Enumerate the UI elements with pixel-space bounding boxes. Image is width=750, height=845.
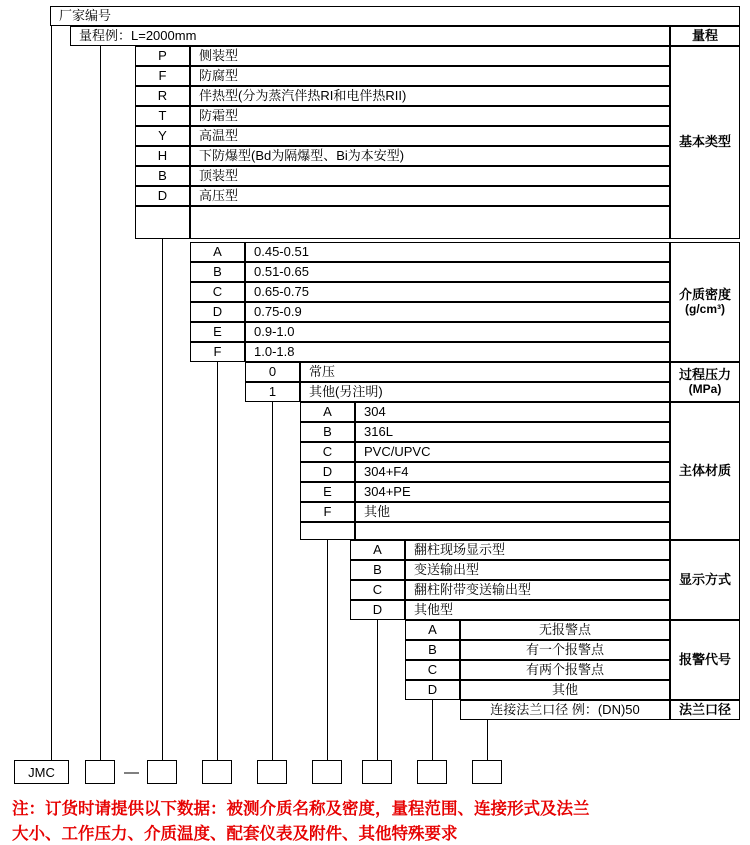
density-desc-1 — [245, 262, 670, 282]
code-text: R — [157, 87, 168, 103]
desc-text: 高压型 — [199, 187, 239, 203]
desc-text: 防霜型 — [199, 107, 239, 123]
alarm-code-3 — [405, 680, 460, 700]
desc-text: 0.65-0.75 — [254, 283, 309, 299]
display-code-2 — [350, 580, 405, 600]
desc-text: 伴热型(分为蒸汽伴热RI和电伴热RII) — [199, 87, 407, 103]
basic-type-desc-5 — [190, 146, 670, 166]
display-desc-1 — [405, 560, 670, 580]
density-code-5 — [190, 342, 245, 362]
density-code-1 — [190, 262, 245, 282]
pressure-desc-0 — [300, 362, 670, 382]
model-box-3 — [202, 760, 232, 784]
desc-text: 无报警点 — [538, 621, 591, 637]
code-text: B — [158, 167, 167, 183]
material-desc-4 — [355, 482, 670, 502]
code-text: C — [372, 581, 383, 597]
desc-text: 316L — [364, 423, 393, 439]
drop-line-range — [100, 46, 101, 760]
group-medium-density-unit: (g/cm³) — [685, 301, 725, 316]
group-body-material — [670, 402, 740, 540]
group-body-material-label: 主体材质 — [678, 462, 731, 478]
drop-line-display — [377, 620, 378, 760]
code-text: D — [427, 681, 438, 697]
desc-text: 304+PE — [364, 483, 411, 499]
display-code-3 — [350, 600, 405, 620]
desc-text: 0.51-0.65 — [254, 263, 309, 279]
group-alarm-code-label: 报警代号 — [678, 651, 731, 667]
alarm-desc-1 — [460, 640, 670, 660]
code-text: C — [212, 283, 223, 299]
desc-text: 高温型 — [199, 127, 239, 143]
desc-text: 有两个报警点 — [525, 661, 604, 677]
drop-line-basic-type — [162, 239, 163, 760]
desc-text: 0.75-0.9 — [254, 303, 302, 319]
display-desc-2 — [405, 580, 670, 600]
desc-text: 侧装型 — [199, 47, 239, 63]
desc-text: PVC/UPVC — [364, 443, 431, 459]
basic-type-code-5 — [135, 146, 190, 166]
code-text: D — [157, 187, 168, 203]
code-text: 0 — [268, 363, 277, 379]
range-example-row — [70, 26, 670, 46]
group-basic-type-label: 基本类型 — [678, 134, 731, 150]
basic-type-desc-6 — [190, 166, 670, 186]
code-text: D — [322, 463, 333, 479]
basic-type-code-6 — [135, 166, 190, 186]
desc-text: 翻柱现场显示型 — [414, 541, 506, 557]
model-box-1 — [85, 760, 115, 784]
code-text: H — [157, 147, 168, 163]
pressure-code-0 — [245, 362, 300, 382]
material-desc-3 — [355, 462, 670, 482]
group-process-pressure-label: 过程压力 — [678, 367, 731, 383]
material-code-3 — [300, 462, 355, 482]
code-text: E — [213, 323, 222, 339]
code-text: A — [213, 243, 222, 259]
density-code-2 — [190, 282, 245, 302]
code-text: P — [158, 47, 167, 63]
basic-type-desc-7 — [190, 186, 670, 206]
density-desc-0 — [245, 242, 670, 262]
basic-type-desc-2 — [190, 86, 670, 106]
basic-type-desc-3 — [190, 106, 670, 126]
material-filler-desc — [355, 522, 670, 540]
code-text: D — [212, 303, 223, 319]
group-process-pressure — [670, 362, 740, 402]
desc-text: 0.45-0.51 — [254, 243, 309, 259]
code-text: E — [323, 483, 332, 499]
model-box-4 — [257, 760, 287, 784]
code-text: B — [213, 263, 222, 279]
code-text: A — [428, 621, 437, 637]
desc-text: 有一个报警点 — [525, 641, 604, 657]
code-text: A — [373, 541, 382, 557]
code-text: D — [372, 601, 383, 617]
display-code-0 — [350, 540, 405, 560]
desc-text: 防腐型 — [199, 67, 239, 83]
basic-type-code-0 — [135, 46, 190, 66]
code-text: C — [427, 661, 438, 677]
density-desc-2 — [245, 282, 670, 302]
desc-text: 304+F4 — [364, 463, 409, 479]
code-text: F — [213, 343, 222, 359]
code-text: Y — [158, 127, 167, 143]
group-display-mode-label: 显示方式 — [678, 571, 731, 587]
desc-text: 其他 — [551, 681, 578, 697]
pressure-code-1 — [245, 382, 300, 402]
group-process-pressure-unit: (MPa) — [688, 381, 722, 396]
desc-text: 其他(另注明) — [309, 383, 383, 399]
desc-text: 0.9-1.0 — [254, 323, 295, 339]
density-desc-4 — [245, 322, 670, 342]
basic-type-code-7 — [135, 186, 190, 206]
desc-text: 翻柱附带变送输出型 — [414, 581, 532, 597]
desc-text: 其他型 — [414, 601, 454, 617]
density-code-4 — [190, 322, 245, 342]
basic-type-desc-1 — [190, 66, 670, 86]
material-desc-2 — [355, 442, 670, 462]
flange-desc — [460, 700, 670, 720]
desc-text: 连接法兰口径 例：(DN)50 — [490, 701, 640, 717]
drop-line-alarm — [432, 700, 433, 760]
model-prefix-label: JMC — [28, 764, 55, 780]
model-box-7 — [417, 760, 447, 784]
density-desc-3 — [245, 302, 670, 322]
desc-text: 下防爆型(Bd为隔爆型、Bi为本安型) — [199, 147, 405, 163]
drop-line-material — [327, 540, 328, 760]
alarm-desc-0 — [460, 620, 670, 640]
basic-type-desc-0 — [190, 46, 670, 66]
drop-line-flange — [487, 720, 488, 760]
material-desc-0 — [355, 402, 670, 422]
group-range-label: 量程 — [691, 27, 718, 43]
basic-type-filler-code — [135, 206, 190, 239]
group-alarm-code — [670, 620, 740, 700]
material-code-5 — [300, 502, 355, 522]
desc-text: 变送输出型 — [414, 561, 480, 577]
desc-text: 其他 — [364, 503, 391, 519]
basic-type-code-2 — [135, 86, 190, 106]
code-text: F — [323, 503, 332, 519]
code-text: B — [323, 423, 332, 439]
density-code-0 — [190, 242, 245, 262]
code-text: F — [158, 67, 167, 83]
group-medium-density — [670, 242, 740, 362]
density-desc-5 — [245, 342, 670, 362]
group-basic-type — [670, 46, 740, 239]
desc-text: 顶装型 — [199, 167, 239, 183]
alarm-desc-2 — [460, 660, 670, 680]
material-code-0 — [300, 402, 355, 422]
code-text: C — [322, 443, 333, 459]
range-example-label: 量程例：L=2000mm — [79, 27, 197, 43]
order-note-line2: 大小、工作压力、介质温度、配套仪表及附件、其他特殊要求 — [12, 825, 458, 843]
model-prefix-box — [14, 760, 69, 784]
alarm-desc-3 — [460, 680, 670, 700]
drop-line-manufacturer — [51, 26, 52, 760]
basic-type-code-1 — [135, 66, 190, 86]
desc-text: 304 — [364, 403, 386, 419]
order-note-line1: 注：订货时请提供以下数据：被测介质名称及密度，量程范围、连接形式及法兰 — [12, 800, 590, 818]
display-desc-3 — [405, 600, 670, 620]
model-box-8 — [472, 760, 502, 784]
material-code-2 — [300, 442, 355, 462]
material-desc-1 — [355, 422, 670, 442]
material-code-1 — [300, 422, 355, 442]
alarm-code-2 — [405, 660, 460, 680]
model-box-2 — [147, 760, 177, 784]
material-desc-5 — [355, 502, 670, 522]
display-desc-0 — [405, 540, 670, 560]
group-flange-diameter — [670, 700, 740, 720]
density-code-3 — [190, 302, 245, 322]
group-range — [670, 26, 740, 46]
basic-type-code-3 — [135, 106, 190, 126]
model-dash: — — [124, 764, 139, 781]
manufacturer-code-label: 厂家编号 — [59, 7, 112, 23]
code-text: A — [323, 403, 332, 419]
drop-line-pressure — [272, 402, 273, 760]
model-box-6 — [362, 760, 392, 784]
group-medium-density-label: 介质密度 — [678, 287, 731, 303]
basic-type-code-4 — [135, 126, 190, 146]
group-display-mode — [670, 540, 740, 620]
display-code-1 — [350, 560, 405, 580]
material-filler-code — [300, 522, 355, 540]
manufacturer-code-row — [50, 6, 740, 26]
alarm-code-0 — [405, 620, 460, 640]
material-code-4 — [300, 482, 355, 502]
basic-type-filler-desc — [190, 206, 670, 239]
code-text: B — [428, 641, 437, 657]
desc-text: 常压 — [309, 363, 336, 379]
code-text: T — [158, 107, 167, 123]
code-text: B — [373, 561, 382, 577]
basic-type-desc-4 — [190, 126, 670, 146]
alarm-code-1 — [405, 640, 460, 660]
code-text: 1 — [268, 383, 277, 399]
pressure-desc-1 — [300, 382, 670, 402]
model-box-5 — [312, 760, 342, 784]
drop-line-density — [217, 362, 218, 760]
group-flange-diameter-label: 法兰口径 — [678, 701, 731, 717]
desc-text: 1.0-1.8 — [254, 343, 295, 359]
